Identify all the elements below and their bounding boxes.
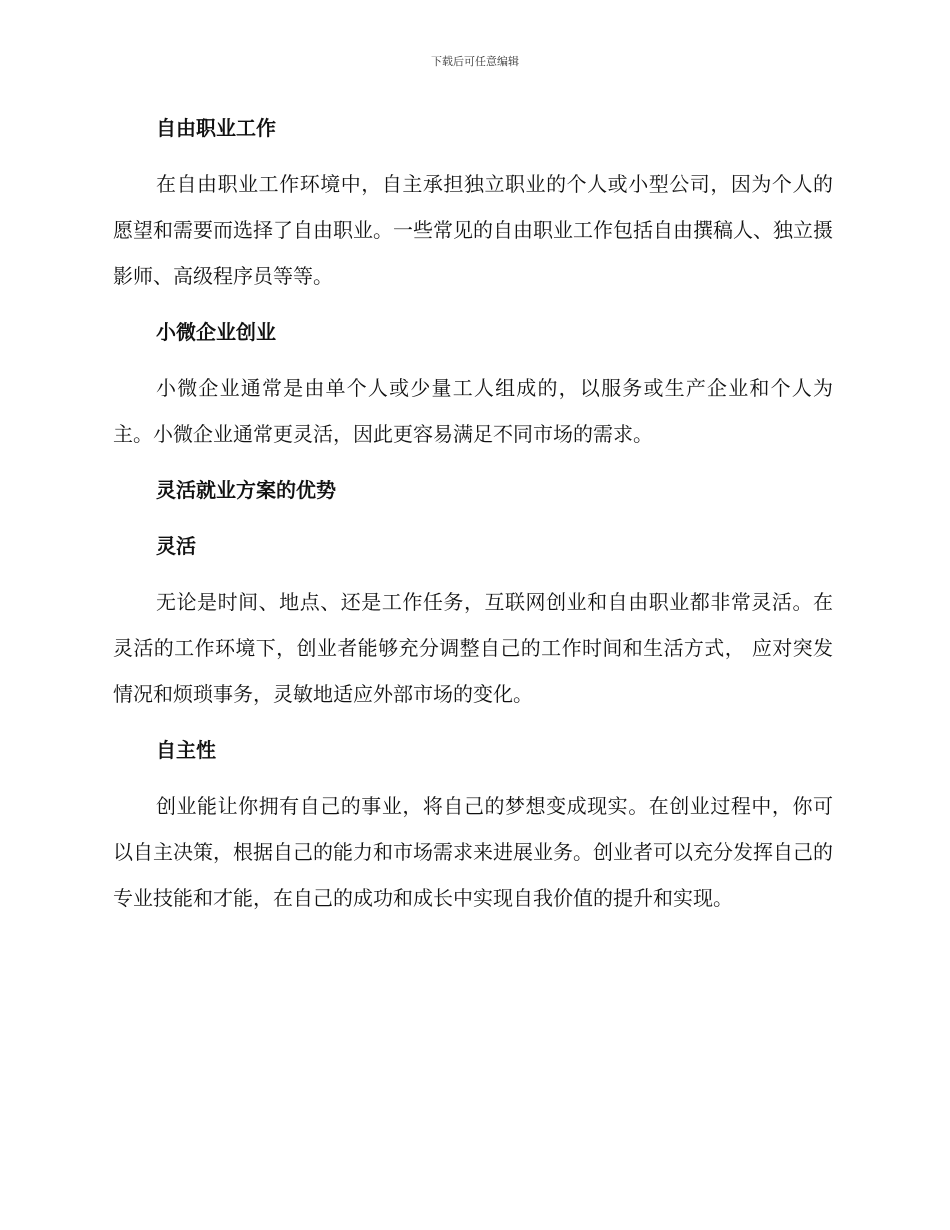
section-paragraph-small-business: 小微企业通常是由单个人或少量工人组成的，以服务或生产企业和个人为主。小微企业通常更灵活，因此更容易满足不同市场的需求。 xyxy=(113,376,833,446)
section-paragraph-flexibility: 无论是时间、地点、还是工作任务，互联网创业和自由职业都非常灵活。在灵活的工作环境下，创业者能够充分调整自己的工作时间和生活方式， 应对突发情况和烦琐事务，灵敏地适应外部市场的变化。 xyxy=(113,590,833,706)
section-heading-freelance: 自由职业工作 xyxy=(156,116,276,140)
document-body xyxy=(113,105,833,921)
section-heading-autonomy: 自主性 xyxy=(156,738,216,762)
section-paragraph-freelance: 在自由职业工作环境中，自主承担独立职业的个人或小型公司，因为个人的愿望和需要而选择了自由职业。一些常见的自由职业工作包括自由撰稿人、独立摄影师、高级程序员等等。 xyxy=(113,172,833,288)
section-heading-small-business: 小微企业创业 xyxy=(156,320,276,344)
section-paragraph-autonomy: 创业能让你拥有自己的事业，将自己的梦想变成现实。在创业过程中，你可以自主决策，根据自己的能力和市场需求来进展业务。创业者可以充分发挥自己的专业技能和才能，在自己的成功和成长中实现自我价值的提升和实现。 xyxy=(113,794,833,910)
page-header-note: 下载后可任意编辑 xyxy=(431,55,519,68)
section-heading-advantages: 灵活就业方案的优势 xyxy=(156,478,336,502)
section-heading-flexibility: 灵活 xyxy=(156,534,196,558)
